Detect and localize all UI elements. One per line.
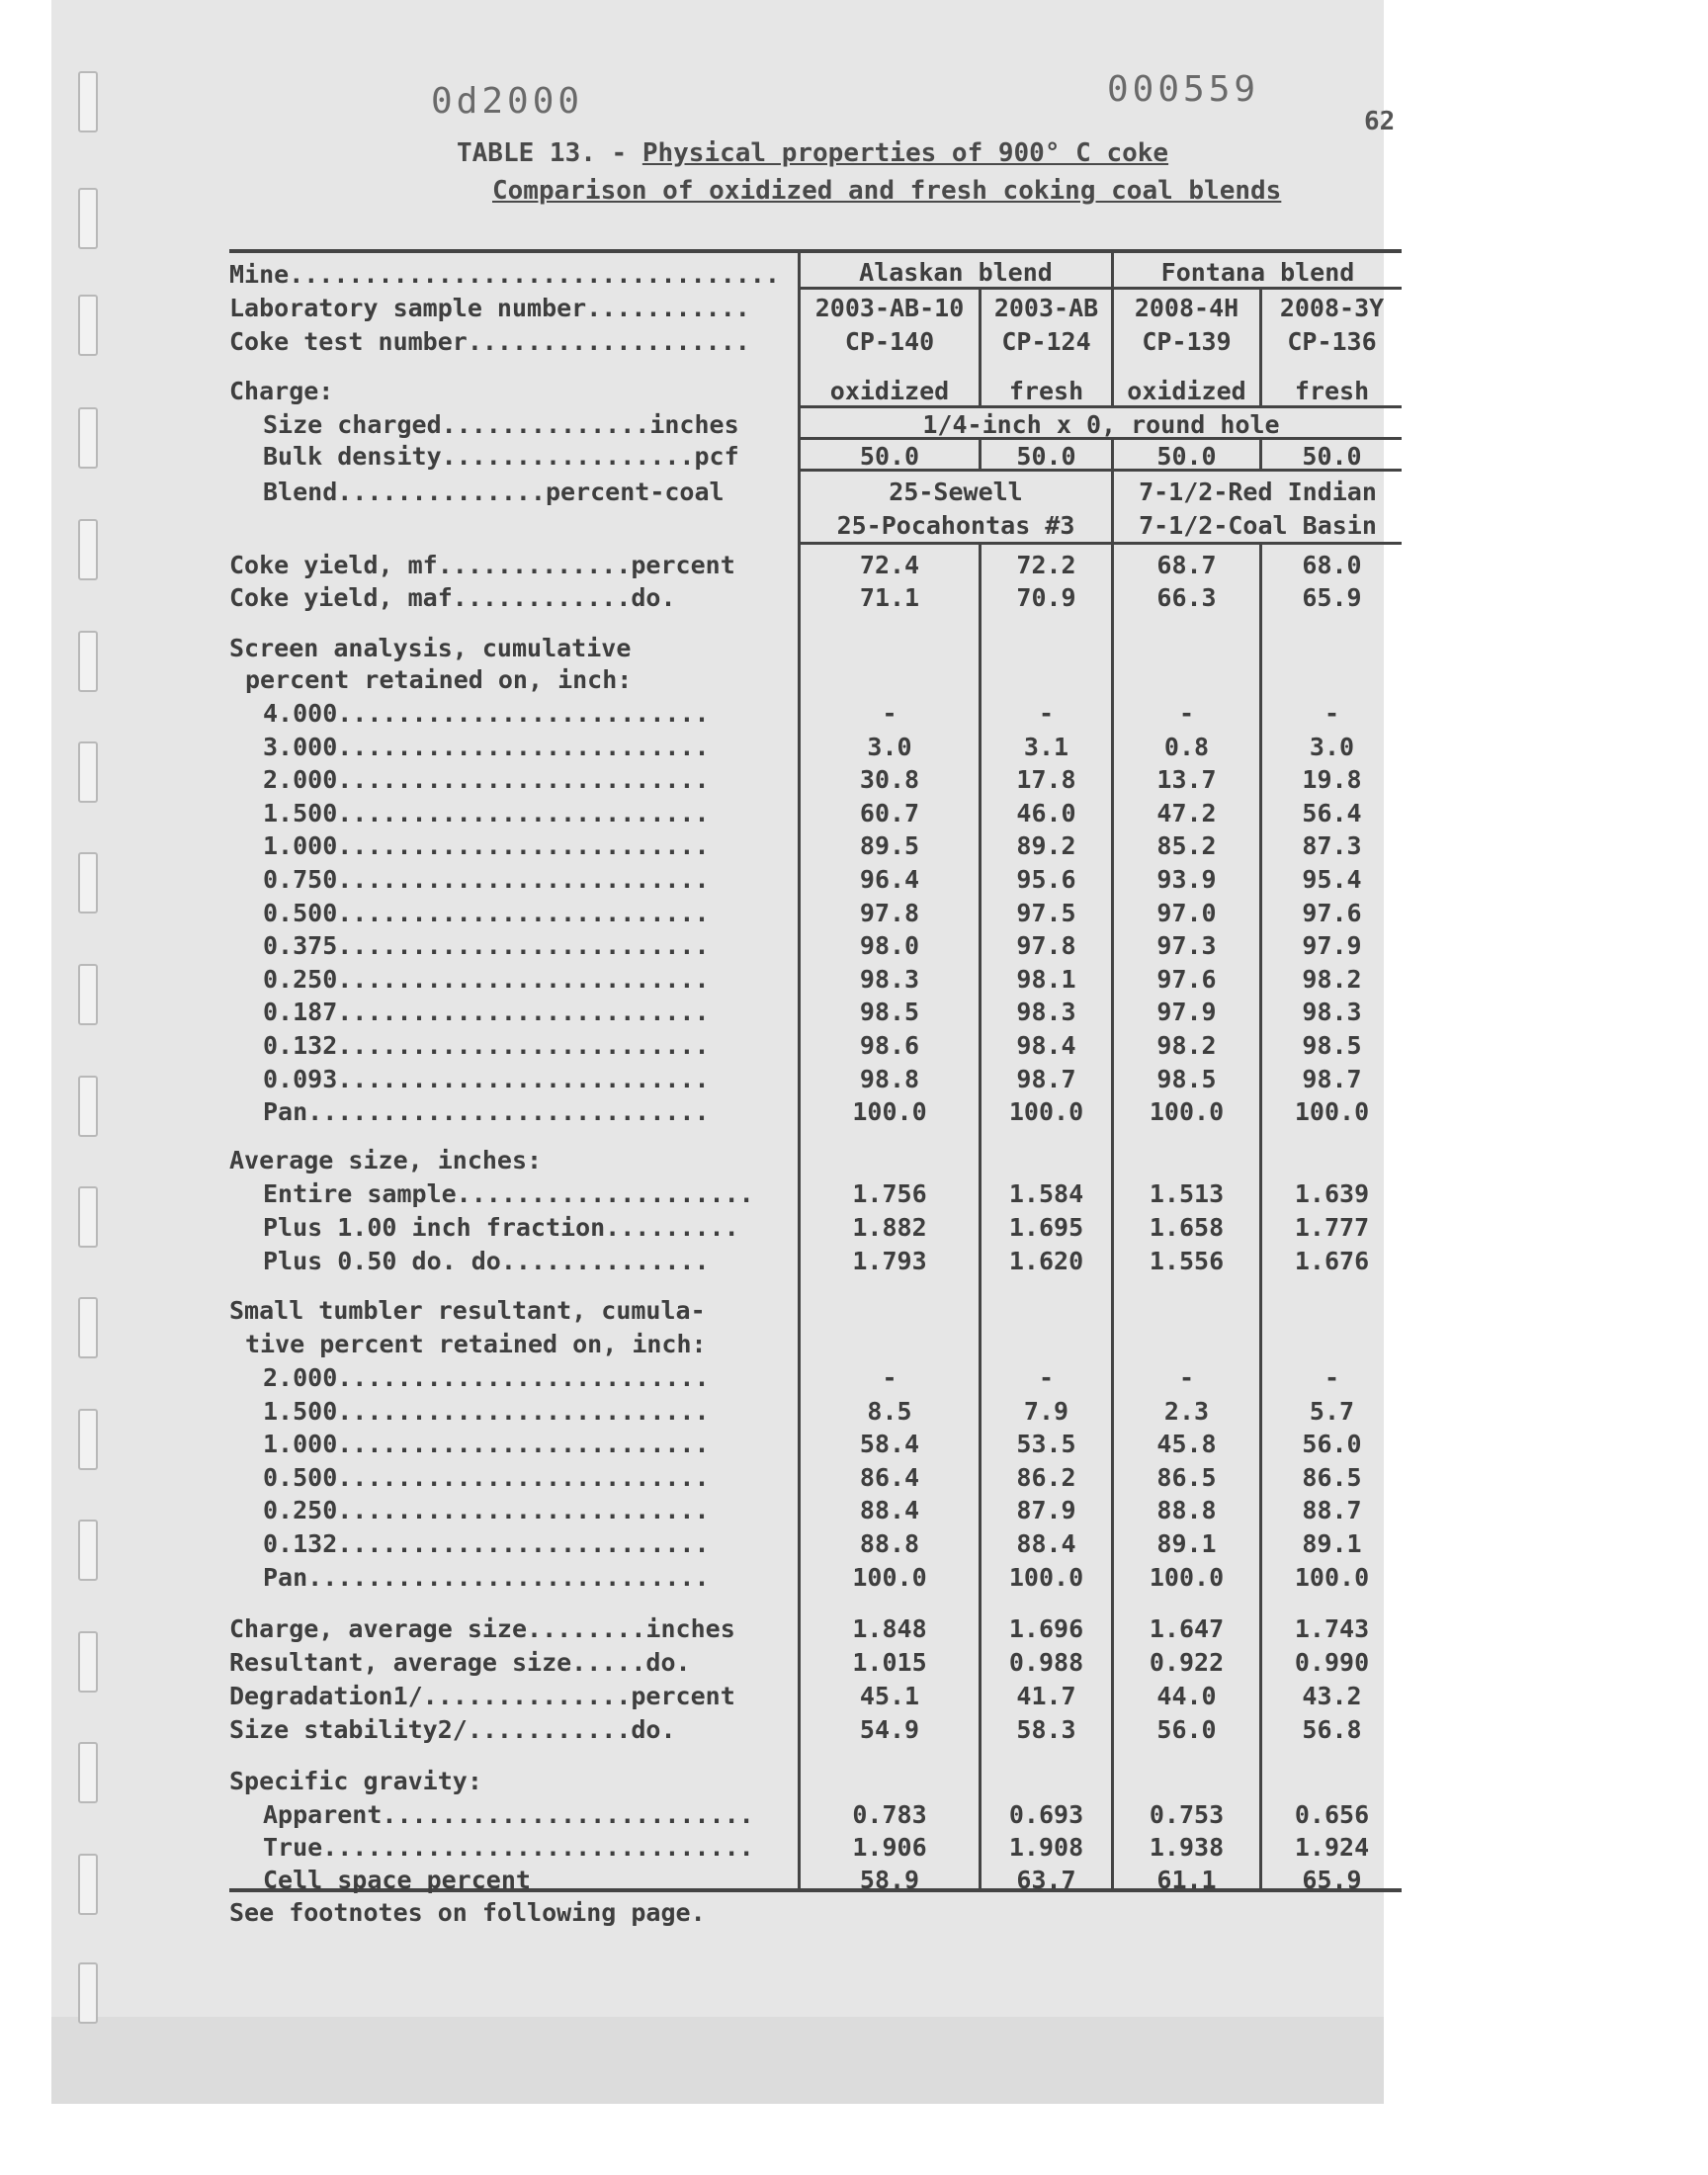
cell-value: 1.938	[1149, 1833, 1225, 1862]
cell-value: 7.9	[1023, 1397, 1069, 1426]
cell-value: 17.8	[1016, 765, 1076, 794]
cell-value: 86.2	[1016, 1463, 1076, 1492]
cell-value: 2.3	[1163, 1397, 1210, 1426]
cell-value: 97.9	[1156, 998, 1217, 1026]
cell-value: 88.4	[859, 1496, 920, 1524]
charge-label: Charge:	[229, 377, 334, 405]
cell-value: 98.2	[1156, 1031, 1217, 1060]
cell-value: 100.0	[852, 1563, 927, 1592]
blend-alaskan-header: Alaskan blend	[859, 258, 1053, 287]
cell-value: 1.908	[1008, 1833, 1084, 1862]
tumbler-heading-2: tive percent retained on, inch:	[245, 1330, 707, 1358]
punch-hole	[78, 71, 98, 132]
cell-value: 56.4	[1302, 799, 1362, 827]
coke-test-number: CP-136	[1287, 327, 1377, 356]
cell-value: 13.7	[1156, 765, 1217, 794]
row-label: Coke yield, mf.............percent	[229, 551, 735, 579]
row-label: Charge, average size........inches	[229, 1614, 735, 1643]
punch-hole	[78, 741, 98, 803]
avg-size-heading: Average size, inches:	[229, 1146, 543, 1174]
row-label: True.............................	[263, 1833, 754, 1862]
row-label: 0.250.........................	[263, 965, 710, 994]
blend-alaskan-line2: 25-Pocahontas #3	[836, 511, 1075, 540]
cell-value: 100.0	[1149, 1563, 1225, 1592]
cell-value: 100.0	[1294, 1563, 1370, 1592]
cell-value: 1.882	[852, 1213, 927, 1242]
cell-value: 65.9	[1302, 1866, 1362, 1894]
cell-value: 0.8	[1163, 733, 1210, 761]
cell-value: 100.0	[852, 1097, 927, 1126]
cell-value: -	[1324, 699, 1340, 728]
cell-value: 56.0	[1302, 1430, 1362, 1458]
row-label: Pan...........................	[263, 1563, 710, 1592]
cell-value: 89.1	[1302, 1529, 1362, 1558]
table-title-prefix: TABLE 13. -	[457, 138, 642, 168]
cell-value: 97.6	[1302, 899, 1362, 927]
cell-value: 0.753	[1149, 1800, 1225, 1829]
cell-value: 100.0	[1294, 1097, 1370, 1126]
cell-value: 72.2	[1016, 551, 1076, 579]
sample-number: 2003-AB	[993, 294, 1099, 322]
row-label: Resultant, average size.....do.	[229, 1648, 691, 1677]
cell-value: 1.639	[1294, 1179, 1370, 1208]
cell-value: 0.922	[1149, 1648, 1225, 1677]
cell-value: 1.756	[852, 1179, 927, 1208]
cell-value: 98.2	[1302, 965, 1362, 994]
cell-value: 0.990	[1294, 1648, 1370, 1677]
bulk-density-label: Bulk density.................pcf	[263, 442, 739, 471]
cell-value: -	[882, 699, 897, 728]
condition: oxidized	[1127, 377, 1246, 405]
sample-number-label: Laboratory sample number...........	[229, 294, 750, 322]
bulk-density: 50.0	[859, 442, 920, 471]
cell-value: 89.5	[859, 831, 920, 860]
blend-fontana-header: Fontana blend	[1160, 258, 1355, 287]
cell-value: 1.015	[852, 1648, 927, 1677]
cell-value: 98.3	[1016, 998, 1076, 1026]
row-label: 0.500.........................	[263, 899, 710, 927]
cell-value: 93.9	[1156, 865, 1217, 894]
blend-fontana-line2: 7-1/2-Coal Basin	[1139, 511, 1377, 540]
cell-value: 1.906	[852, 1833, 927, 1862]
mine-label: Mine.................................	[229, 260, 780, 289]
blend-label: Blend..............percent-coal	[263, 478, 725, 506]
cell-value: 98.5	[1302, 1031, 1362, 1060]
cell-value: 71.1	[859, 583, 920, 612]
cell-value: 3.0	[1309, 733, 1355, 761]
cell-value: 58.9	[859, 1866, 920, 1894]
sample-number: 2008-3Y	[1279, 294, 1385, 322]
cell-value: 98.6	[859, 1031, 920, 1060]
cell-value: 100.0	[1008, 1563, 1084, 1592]
cell-value: 19.8	[1302, 765, 1362, 794]
table-subtitle: Comparison of oxidized and fresh coking coal blends	[492, 176, 1282, 206]
bulk-density: 50.0	[1016, 442, 1076, 471]
cell-value: 47.2	[1156, 799, 1217, 827]
cell-value: 88.7	[1302, 1496, 1362, 1524]
cell-value: 68.7	[1156, 551, 1217, 579]
cell-value: 1.924	[1294, 1833, 1370, 1862]
cell-value: 3.0	[867, 733, 912, 761]
cell-value: 87.3	[1302, 831, 1362, 860]
cell-value: 61.1	[1156, 1866, 1217, 1894]
row-label: 0.250.........................	[263, 1496, 710, 1524]
coke-test-label: Coke test number...................	[229, 327, 750, 356]
cell-value: -	[882, 1363, 897, 1392]
punch-hole	[78, 1520, 98, 1581]
cell-value: 5.7	[1309, 1397, 1355, 1426]
stamp-right: 000559	[1107, 69, 1260, 110]
row-label: 1.500.........................	[263, 799, 710, 827]
cell-value: 97.6	[1156, 965, 1217, 994]
cell-value: 88.8	[1156, 1496, 1217, 1524]
cell-value: 70.9	[1016, 583, 1076, 612]
row-label: 0.132.........................	[263, 1031, 710, 1060]
size-charged-value: 1/4-inch x 0, round hole	[922, 410, 1280, 439]
gravity-heading: Specific gravity:	[229, 1767, 482, 1795]
row-label: Plus 1.00 inch fraction.........	[263, 1213, 739, 1242]
cell-value: 1.696	[1008, 1614, 1084, 1643]
cell-value: 1.513	[1149, 1179, 1225, 1208]
cell-value: 45.1	[859, 1682, 920, 1710]
punch-hole	[78, 631, 98, 692]
row-label: 4.000.........................	[263, 699, 710, 728]
cell-value: 63.7	[1016, 1866, 1076, 1894]
footnote: See footnotes on following page.	[229, 1898, 706, 1927]
cell-value: 1.556	[1149, 1247, 1225, 1275]
header-rule	[801, 542, 1402, 545]
row-label: Size stability2/...........do.	[229, 1715, 676, 1744]
cell-value: 1.695	[1008, 1213, 1084, 1242]
cell-value: -	[1038, 1363, 1055, 1392]
cell-value: 97.8	[1016, 931, 1076, 960]
tumbler-heading-1: Small tumbler resultant, cumula-	[229, 1296, 706, 1325]
punch-hole	[78, 1631, 98, 1693]
cell-value: 30.8	[859, 765, 920, 794]
row-label: 0.500.........................	[263, 1463, 710, 1492]
cell-value: 3.1	[1023, 733, 1069, 761]
sample-number: 2003-AB-10	[814, 294, 965, 322]
row-label: 1.500.........................	[263, 1397, 710, 1426]
row-label: 0.132.........................	[263, 1529, 710, 1558]
screen-heading-1: Screen analysis, cumulative	[229, 634, 632, 662]
punch-hole	[78, 1854, 98, 1915]
cell-value: 54.9	[859, 1715, 920, 1744]
row-label: 1.000.........................	[263, 1430, 710, 1458]
cell-value: 97.3	[1156, 931, 1217, 960]
cell-value: 0.693	[1008, 1800, 1084, 1829]
cell-value: 1.584	[1008, 1179, 1084, 1208]
cell-value: 1.777	[1294, 1213, 1370, 1242]
cell-value: 1.848	[852, 1614, 927, 1643]
table-title-main: Physical properties of 900° C coke	[641, 138, 1169, 168]
row-label: Pan...........................	[263, 1097, 710, 1126]
cell-value: 44.0	[1156, 1682, 1217, 1710]
row-label: Plus 0.50 do. do..............	[263, 1247, 710, 1275]
cell-value: 98.3	[859, 965, 920, 994]
cell-value: 97.8	[859, 899, 920, 927]
cell-value: 41.7	[1016, 1682, 1076, 1710]
cell-value: 65.9	[1302, 583, 1362, 612]
row-label: Coke yield, maf............do.	[229, 583, 676, 612]
row-label: 1.000.........................	[263, 831, 710, 860]
cell-value: 86.5	[1156, 1463, 1217, 1492]
cell-value: 98.3	[1302, 998, 1362, 1026]
blend-fontana-line1: 7-1/2-Red Indian	[1139, 478, 1377, 506]
cell-value: 89.1	[1156, 1529, 1217, 1558]
table-top-rule	[229, 249, 1402, 253]
punch-hole	[78, 1186, 98, 1248]
row-label: 0.093.........................	[263, 1065, 710, 1093]
coke-test-number: CP-139	[1142, 327, 1232, 356]
cell-value: 98.5	[859, 998, 920, 1026]
cell-value: 98.5	[1156, 1065, 1217, 1093]
cell-value: 46.0	[1016, 799, 1076, 827]
row-label: 2.000.........................	[263, 765, 710, 794]
cell-value: 95.4	[1302, 865, 1362, 894]
punch-hole	[78, 964, 98, 1025]
bulk-density: 50.0	[1156, 442, 1217, 471]
cell-value: 98.7	[1016, 1065, 1076, 1093]
cell-value: 66.3	[1156, 583, 1217, 612]
cell-value: 58.4	[859, 1430, 920, 1458]
cell-value: 98.0	[859, 931, 920, 960]
coke-test-number: CP-124	[1001, 327, 1091, 356]
blend-alaskan-line1: 25-Sewell	[889, 478, 1023, 506]
cell-value: 86.5	[1302, 1463, 1362, 1492]
cell-value: 89.2	[1016, 831, 1076, 860]
cell-value: 43.2	[1302, 1682, 1362, 1710]
size-charged-label: Size charged..............inches	[263, 410, 739, 439]
cell-value: -	[1178, 699, 1195, 728]
cell-value: 88.4	[1016, 1529, 1076, 1558]
punch-hole	[78, 295, 98, 356]
punch-hole	[78, 519, 98, 580]
cell-value: 95.6	[1016, 865, 1076, 894]
cell-value: 1.658	[1149, 1213, 1225, 1242]
punch-hole	[78, 188, 98, 249]
cell-value: 0.988	[1008, 1648, 1084, 1677]
cell-value: 0.783	[852, 1800, 927, 1829]
cell-value: 68.0	[1302, 551, 1362, 579]
punch-hole	[78, 1297, 98, 1358]
punch-hole	[78, 1076, 98, 1137]
cell-value: 86.4	[859, 1463, 920, 1492]
cell-value: 60.7	[859, 799, 920, 827]
condition: fresh	[1294, 377, 1370, 405]
row-label: 0.187.........................	[263, 998, 710, 1026]
row-label: 0.750.........................	[263, 865, 710, 894]
punch-hole	[78, 1409, 98, 1470]
cell-value: 100.0	[1008, 1097, 1084, 1126]
cell-value: 1.647	[1149, 1614, 1225, 1643]
cell-value: 58.3	[1016, 1715, 1076, 1744]
cell-value: 53.5	[1016, 1430, 1076, 1458]
cell-value: 98.8	[859, 1065, 920, 1093]
row-label: 3.000.........................	[263, 733, 710, 761]
cell-value: 1.793	[852, 1247, 927, 1275]
row-label: Apparent.........................	[263, 1800, 754, 1829]
cell-value: -	[1324, 1363, 1340, 1392]
cell-value: 56.0	[1156, 1715, 1217, 1744]
cell-value: 1.676	[1294, 1247, 1370, 1275]
cell-value: 97.9	[1302, 931, 1362, 960]
cell-value: 98.1	[1016, 965, 1076, 994]
coke-test-number: CP-140	[844, 327, 935, 356]
cell-value: -	[1178, 1363, 1195, 1392]
cell-value: 97.5	[1016, 899, 1076, 927]
row-label: Degradation1/..............percent	[229, 1682, 735, 1710]
sample-number: 2008-4H	[1134, 294, 1239, 322]
punch-hole	[78, 1962, 98, 2024]
cell-value: -	[1038, 699, 1055, 728]
cell-value: 100.0	[1149, 1097, 1225, 1126]
cell-value: 96.4	[859, 865, 920, 894]
cell-value: 1.620	[1008, 1247, 1084, 1275]
condition: fresh	[1008, 377, 1084, 405]
cell-value: 1.743	[1294, 1614, 1370, 1643]
cell-value: 56.8	[1302, 1715, 1362, 1744]
screen-heading-2: percent retained on, inch:	[245, 665, 633, 694]
cell-value: 45.8	[1156, 1430, 1217, 1458]
row-label: Cell space percent	[263, 1866, 531, 1894]
scan-margin	[51, 2017, 1384, 2104]
table-title	[457, 138, 1168, 168]
row-label: 2.000.........................	[263, 1363, 710, 1392]
condition: oxidized	[829, 377, 950, 405]
punch-hole	[78, 1742, 98, 1803]
cell-value: 98.4	[1016, 1031, 1076, 1060]
row-label: Entire sample....................	[263, 1179, 754, 1208]
cell-value: 8.5	[867, 1397, 912, 1426]
cell-value: 98.7	[1302, 1065, 1362, 1093]
cell-value: 72.4	[859, 551, 920, 579]
cell-value: 88.8	[859, 1529, 920, 1558]
bulk-density: 50.0	[1302, 442, 1362, 471]
cell-value: 85.2	[1156, 831, 1217, 860]
punch-hole	[78, 407, 98, 469]
cell-value: 0.656	[1294, 1800, 1370, 1829]
cell-value: 87.9	[1016, 1496, 1076, 1524]
stamp-left: 0d2000	[431, 81, 584, 122]
row-label: 0.375.........................	[263, 931, 710, 960]
cell-value: 97.0	[1156, 899, 1217, 927]
page-number: 62	[1364, 107, 1396, 136]
punch-hole	[78, 852, 98, 914]
